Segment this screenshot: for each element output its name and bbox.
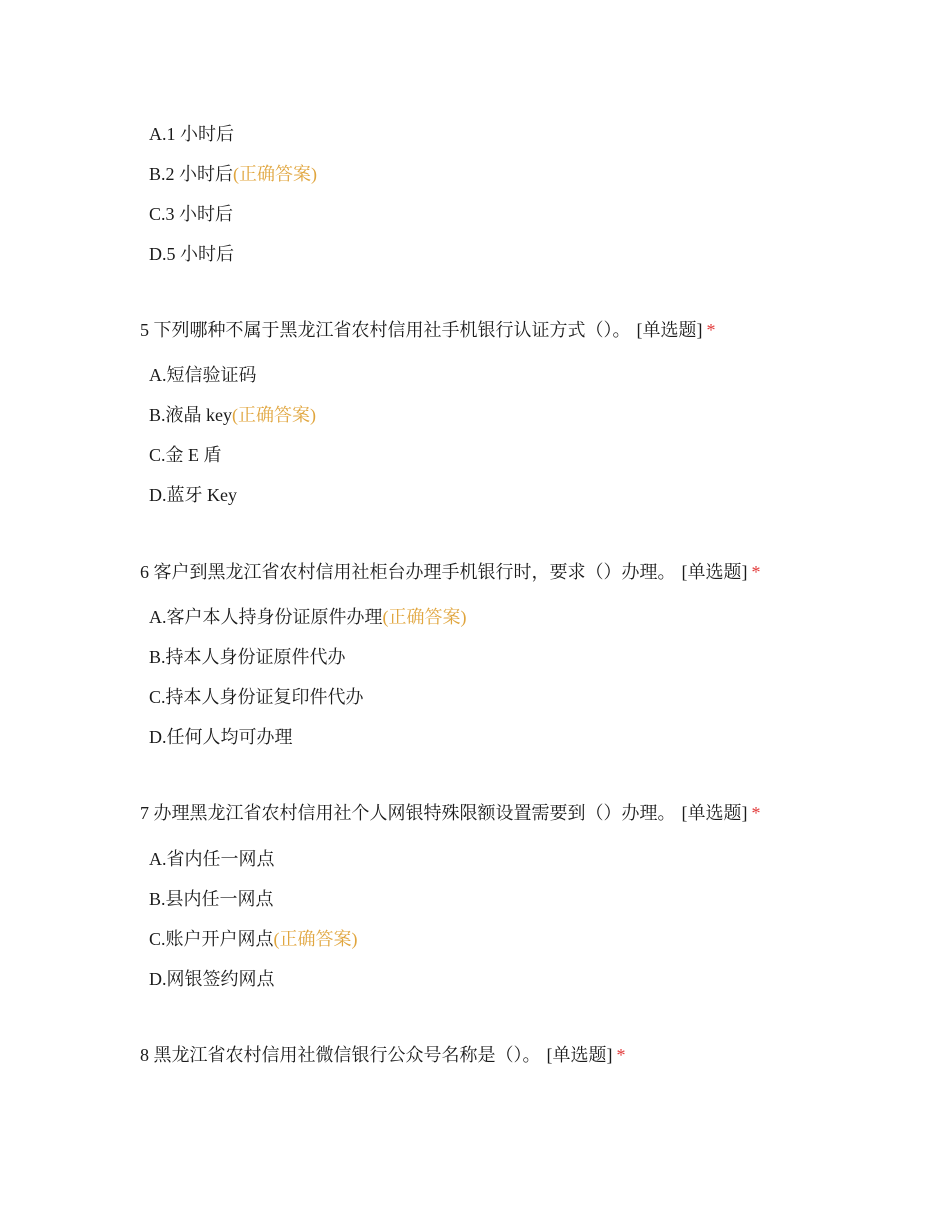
q6-option-c: C.持本人身份证复印件代办 — [149, 687, 364, 707]
q6-option-b: B.持本人身份证原件代办 — [149, 647, 346, 667]
q7-option-a: A.省内任一网点 — [149, 849, 275, 869]
q8-title: 8 黑龙江省农村信用社微信银行公众号名称是（）。 [单选题] * — [140, 1045, 626, 1065]
q6-option-d: D.任何人均可办理 — [149, 727, 293, 747]
required-marker: * — [751, 562, 761, 582]
q4-option-d: D.5 小时后 — [149, 244, 234, 264]
q7-option-c: C.账户开户网点(正确答案) — [149, 929, 358, 949]
q4-options — [149, 114, 317, 274]
required-marker: * — [616, 1045, 626, 1065]
q5-option-c: C.金 E 盾 — [149, 445, 222, 465]
q7-title: 7 办理黑龙江省农村信用社个人网银特殊限额设置需要到（）办理。 [单选题] * — [140, 803, 761, 823]
q4-option-b: B.2 小时后(正确答案) — [149, 164, 318, 184]
q5-option-b: B.液晶 key(正确答案) — [149, 405, 316, 425]
required-marker: * — [706, 320, 716, 340]
q6-options — [149, 597, 467, 757]
correct-answer-marker: (正确答案) — [382, 607, 467, 627]
q5-options — [149, 355, 316, 515]
q7-option-b: B.县内任一网点 — [149, 889, 274, 909]
q6-option-a: A.客户本人持身份证原件办理(正确答案) — [149, 607, 467, 627]
q5-option-a: A.短信验证码 — [149, 365, 257, 385]
correct-answer-marker: (正确答案) — [232, 405, 316, 425]
q5-option-d: D.蓝牙 Key — [149, 485, 237, 505]
question-type-label: [单选题] — [636, 320, 703, 340]
q7-option-d: D.网银签约网点 — [149, 969, 275, 989]
question-type-label: [单选题] — [681, 562, 748, 582]
q4-option-a: A.1 小时后 — [149, 124, 234, 144]
q5-title: 5 下列哪种不属于黑龙江省农村信用社手机银行认证方式（）。 [单选题] * — [140, 320, 716, 340]
question-type-label: [单选题] — [681, 803, 748, 823]
correct-answer-marker: (正确答案) — [273, 929, 358, 949]
q7-options — [149, 839, 358, 999]
required-marker: * — [751, 803, 761, 823]
q4-option-c: C.3 小时后 — [149, 204, 234, 224]
correct-answer-marker: (正确答案) — [233, 164, 318, 184]
q6-title: 6 客户到黑龙江省农村信用社柜台办理手机银行时，要求（）办理。 [单选题] * — [140, 562, 761, 582]
question-type-label: [单选题] — [546, 1045, 613, 1065]
